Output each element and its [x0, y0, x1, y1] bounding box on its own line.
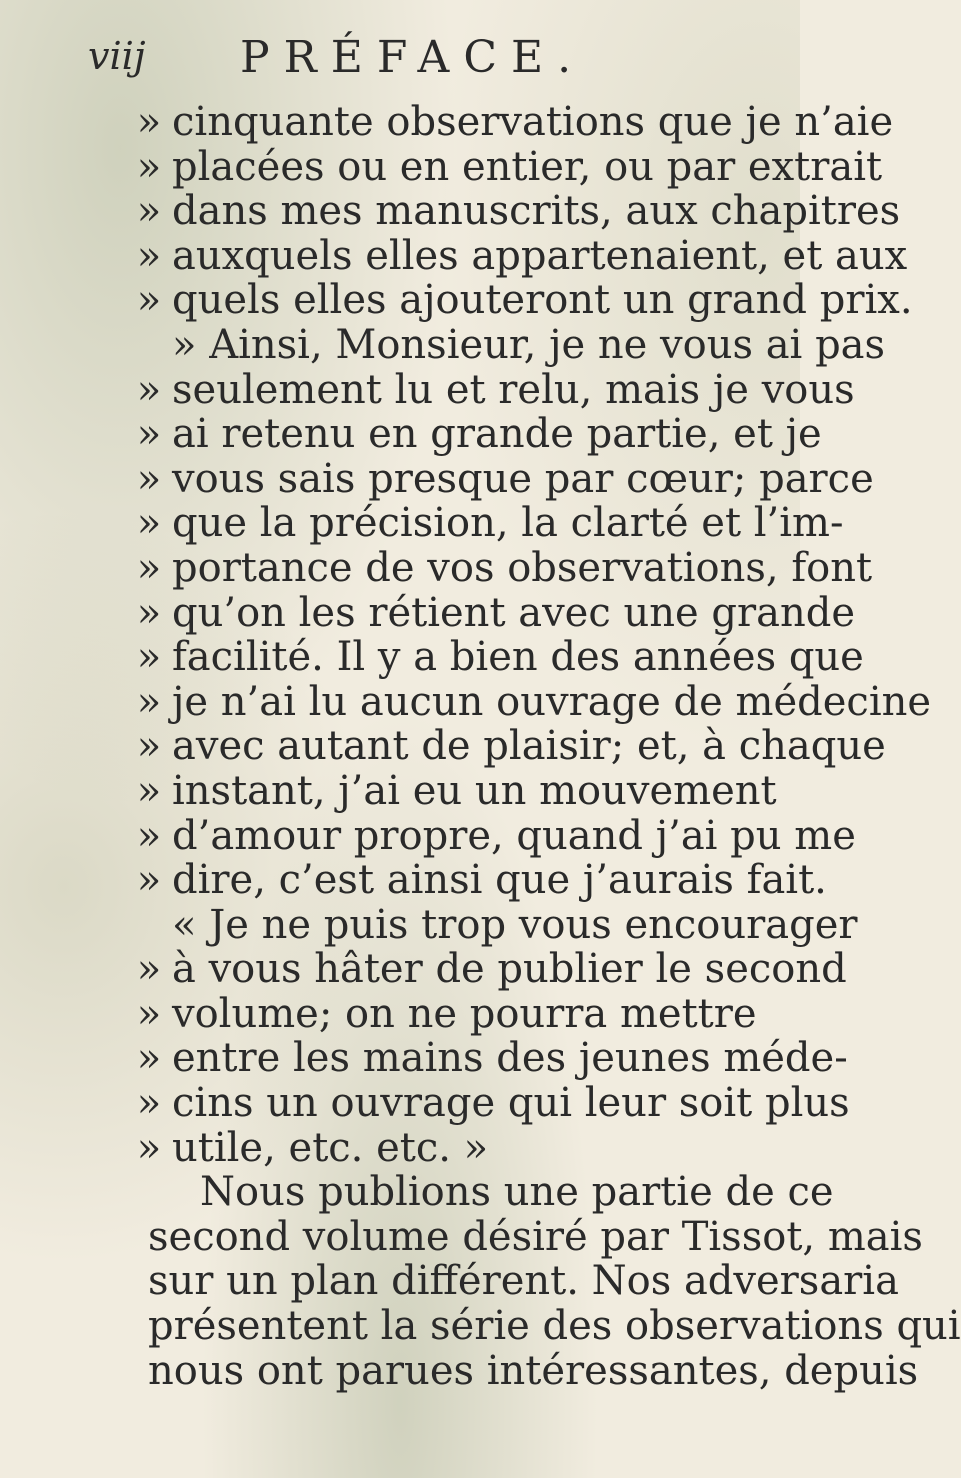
line-text: dans mes manuscrits, aux chapitres [172, 188, 901, 235]
text-line [0, 277, 913, 324]
body-text [0, 99, 961, 1394]
text-line [0, 321, 886, 368]
line-text: entre les mains des jeunes méde- [172, 1035, 848, 1082]
guillemet-marker: » [136, 1035, 162, 1082]
line-text: dire, c’est ainsi que j’aurais fait. [172, 857, 827, 904]
line-text: auxquels elles appartenaient, et aux [172, 232, 908, 279]
line-text: portance de vos observations, font [172, 544, 873, 591]
line-text: présentent la série des observations qui [148, 1303, 961, 1350]
line-text: je n’ai lu aucun ouvrage de médecine [172, 678, 932, 725]
line-text: vous sais presque par cœur; parce [172, 455, 874, 502]
guillemet-marker: » [136, 99, 162, 145]
line-text: qu’on les rétient avec une grande [172, 589, 855, 636]
text-line [0, 723, 886, 770]
guillemet-marker: » [136, 455, 162, 502]
line-text: Nous publions une partie de ce [200, 1169, 834, 1216]
guillemet-marker: » [136, 232, 162, 279]
guillemet-marker: » [136, 589, 162, 636]
guillemet-marker: » [136, 1124, 162, 1171]
text-line [0, 1347, 919, 1394]
text-line [0, 992, 800, 1037]
line-text: » Ainsi, Monsieur, je ne vous ai pas [172, 321, 886, 368]
text-line [0, 455, 874, 502]
text-line [0, 769, 800, 814]
line-text: d’amour propre, quand j’ai pu me [172, 812, 856, 859]
running-head: PRÉFACE. [240, 32, 586, 83]
guillemet-marker: » [136, 678, 162, 725]
line-text: à vous hâter de publier le second [172, 946, 847, 993]
text-line [0, 1303, 961, 1350]
line-text: volume; on ne pourra mettre [172, 990, 757, 1037]
text-line [0, 946, 847, 993]
page-number: viij [88, 34, 146, 78]
guillemet-marker: » [136, 723, 162, 770]
guillemet-marker: » [136, 500, 162, 547]
guillemet-marker: » [136, 544, 162, 591]
guillemet-marker: » [136, 767, 162, 814]
guillemet-marker: » [136, 634, 162, 681]
guillemet-marker: » [136, 1080, 162, 1127]
text-line [0, 1258, 899, 1305]
guillemet-marker: » [136, 946, 162, 993]
page-header [0, 30, 800, 90]
guillemet-marker: » [136, 143, 162, 190]
guillemet-marker: » [136, 411, 162, 458]
guillemet-marker: » [136, 812, 162, 859]
text-line [0, 589, 855, 636]
text-line [0, 1080, 850, 1127]
line-text: cinquante observations que je n’aie [172, 99, 894, 145]
text-line [0, 500, 844, 547]
guillemet-marker: » [136, 188, 162, 235]
line-text: utile, etc. etc. » [172, 1124, 489, 1171]
text-line [0, 812, 856, 859]
line-text: instant, j’ai eu un mouvement [172, 767, 777, 814]
line-text: cins un ouvrage qui leur soit plus [172, 1080, 850, 1127]
line-text: nous ont parues intéressantes, depuis [148, 1347, 919, 1394]
line-text: avec autant de plaisir; et, à chaque [172, 723, 886, 770]
text-line [0, 1035, 848, 1082]
line-text: sur un plan différent. Nos adversaria [148, 1258, 899, 1305]
guillemet-marker: » [136, 857, 162, 904]
line-text: facilité. Il y a bien des années que [172, 634, 864, 681]
text-line [0, 143, 883, 190]
text-line [0, 857, 827, 904]
text-line [0, 188, 901, 235]
text-line [0, 901, 858, 948]
line-text: que la précision, la clarté et l’im- [172, 500, 844, 547]
guillemet-marker: » [136, 277, 162, 324]
guillemet-marker: » [136, 366, 162, 413]
text-line [0, 99, 894, 145]
text-line [0, 232, 908, 279]
line-text: seulement lu et relu, mais je vous [172, 366, 855, 413]
text-line [0, 1169, 834, 1216]
text-line [0, 411, 822, 458]
text-line [0, 544, 873, 591]
line-text: placées ou en entier, ou par extrait [172, 143, 883, 190]
line-text: quels elles ajouteront un grand prix. [172, 277, 913, 324]
text-line [0, 1213, 923, 1260]
text-line [0, 1126, 800, 1171]
guillemet-marker: » [136, 990, 162, 1037]
line-text: ai retenu en grande partie, et je [172, 411, 822, 458]
line-text: « Je ne puis trop vous encourager [172, 901, 858, 948]
text-line [0, 366, 855, 413]
text-line [0, 678, 932, 725]
text-line [0, 634, 864, 681]
line-text: second volume désiré par Tissot, mais [148, 1213, 923, 1260]
